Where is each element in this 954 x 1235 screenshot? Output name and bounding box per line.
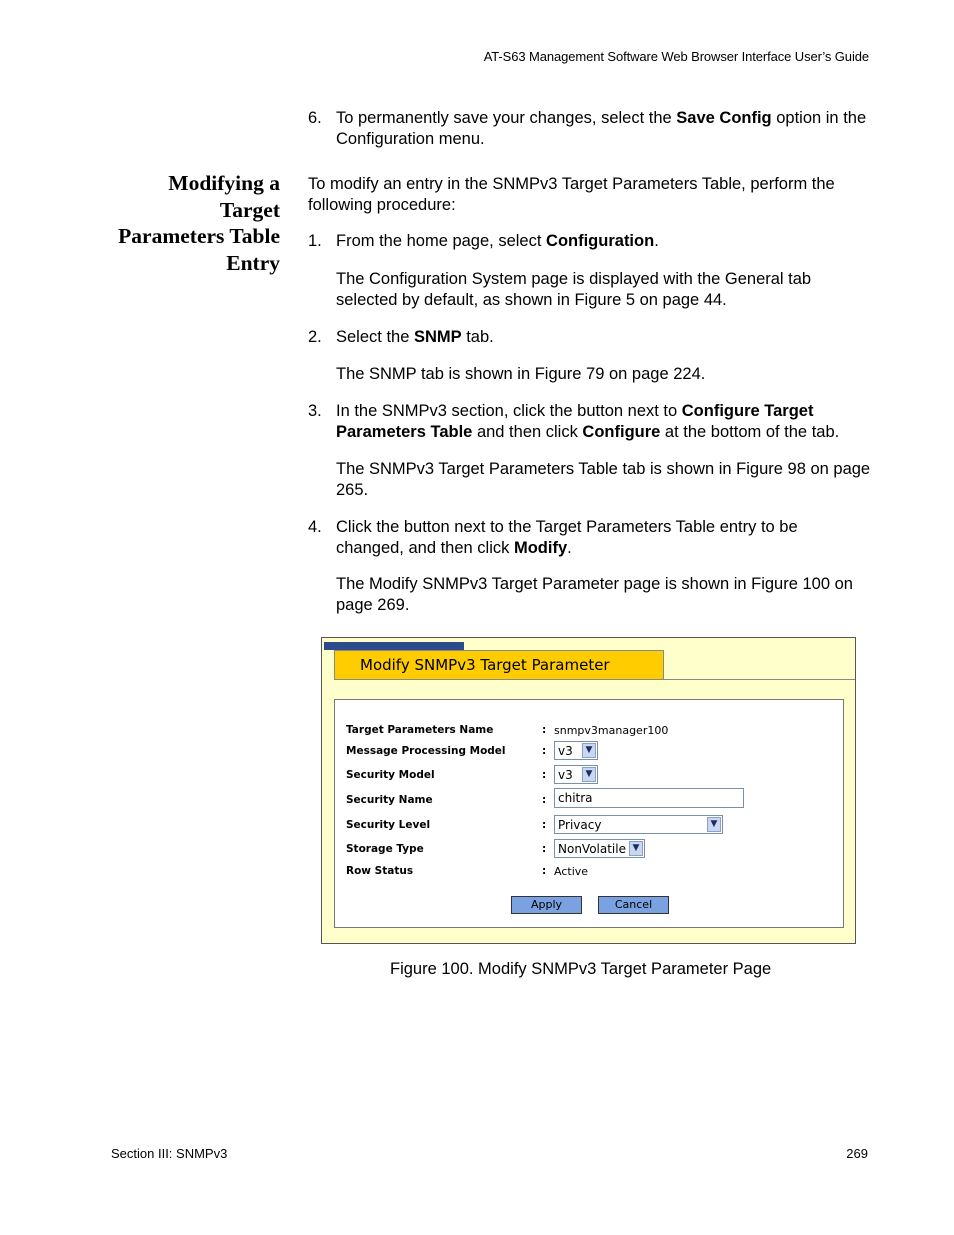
step-2: [308, 327, 868, 348]
field-label: Security Model: [346, 769, 435, 781]
target-parameters-name-value: snmpv3manager100: [554, 724, 669, 737]
message-processing-model-select[interactable]: v3 ▼: [554, 741, 598, 760]
step-number: 3.: [308, 402, 322, 420]
field-label: Target Parameters Name: [346, 724, 494, 736]
section-intro: To modify an entry in the SNMPv3 Target Parameters Table, perform the following procedure:: [308, 175, 835, 214]
field-label: Security Name: [346, 794, 433, 806]
tab-modify-target-parameter[interactable]: Modify SNMPv3 Target Parameter: [334, 650, 664, 680]
apply-button[interactable]: Apply: [511, 896, 582, 914]
security-model-select[interactable]: v3 ▼: [554, 765, 598, 784]
step-text: To permanently save your changes, select the Save Config option in the Configuration menu.: [336, 109, 867, 148]
chevron-down-icon[interactable]: ▼: [582, 767, 596, 782]
row-status-value: Active: [554, 865, 589, 878]
footer-section: Section III: SNMPv3: [111, 1146, 228, 1161]
colon: :: [542, 819, 547, 831]
step-number: 2.: [308, 328, 322, 346]
chevron-down-icon[interactable]: ▼: [582, 743, 596, 758]
step-number: 6.: [308, 109, 322, 127]
step-3-note: The SNMPv3 Target Parameters Table tab is shown in Figure 98 on page 265.: [336, 460, 871, 499]
step-number: 4.: [308, 518, 322, 536]
storage-type-select[interactable]: NonVolatile ▼: [554, 839, 645, 858]
security-name-input[interactable]: chitra: [554, 788, 744, 808]
figure-screenshot: [321, 637, 856, 944]
step-2-note: The SNMP tab is shown in Figure 79 on page 224.: [336, 365, 706, 383]
colon: :: [542, 745, 547, 757]
step-4-note: The Modify SNMPv3 Target Parameter page is shown in Figure 100 on page 269.: [336, 575, 853, 614]
tab-underline: [664, 679, 855, 680]
step-number: 1.: [308, 232, 322, 250]
colon: :: [542, 769, 547, 781]
chevron-down-icon[interactable]: ▼: [707, 817, 721, 832]
section-heading: Modifying a Target Parameters Table Entry: [118, 171, 280, 275]
step-text: Click the button next to the Target Parameters Table entry to be changed, and then click Modify.: [336, 518, 798, 557]
step-1: [308, 231, 868, 252]
field-label: Storage Type: [346, 843, 424, 855]
step-text: In the SNMPv3 section, click the button next to Configure Target Parameters Table and then click Configure at the bottom of the tab.: [336, 402, 840, 441]
step-1-note: The Configuration System page is displayed with the General tab selected by default, as shown in Figure 5 on page 44.: [336, 270, 812, 309]
colon: :: [542, 724, 547, 736]
security-level-select[interactable]: Privacy ▼: [554, 815, 723, 834]
step-6: [308, 108, 868, 150]
field-label: Row Status: [346, 865, 414, 877]
field-label: Message Processing Model: [346, 745, 506, 757]
cancel-button[interactable]: Cancel: [598, 896, 669, 914]
colon: :: [542, 794, 547, 806]
step-3: [308, 401, 868, 443]
field-label: Security Level: [346, 819, 431, 831]
step-4: [308, 517, 868, 559]
figure-top-bar: [324, 642, 464, 650]
footer-page-number: 269: [846, 1146, 868, 1161]
colon: :: [542, 865, 547, 877]
colon: :: [542, 843, 547, 855]
step-text: From the home page, select Configuration.: [336, 232, 659, 250]
figure-caption: Figure 100. Modify SNMPv3 Target Parameter Page: [390, 960, 772, 978]
chevron-down-icon[interactable]: ▼: [629, 841, 643, 856]
form-panel: [334, 699, 844, 928]
page-header: AT-S63 Management Software Web Browser Interface User’s Guide: [483, 49, 869, 64]
step-text: Select the SNMP tab.: [336, 328, 494, 346]
